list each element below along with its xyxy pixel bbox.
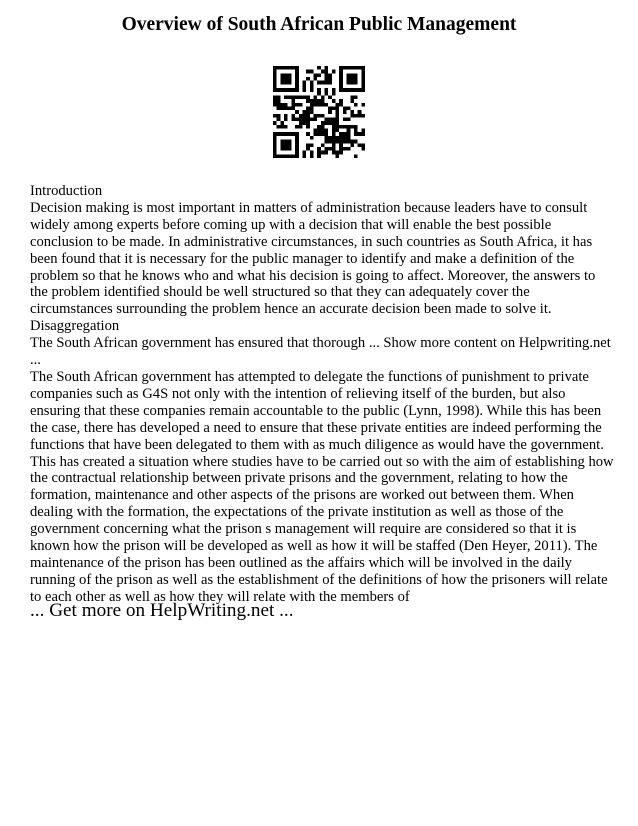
qr-code-icon bbox=[273, 66, 365, 158]
paragraph-introduction: Decision making is most important in matters of administration because leaders have to consult widely among experts before coming up with a decision that will enable the best possible conclusion to be made. In administrative circumstances, in such countries as South Africa, it has been found that it is necessary for the public manager to identify and make a definition of the problem so that he knows who and what his decision is going to affect. Moreover, the answers to the problem identified should be well structured so that they can adequately cover the circumstances surrounding the problem hence an accurate decision been made to solve it. bbox=[30, 199, 596, 318]
paragraph-show-more: The South African government has ensured that thorough ... Show more content on Helpwriting.net ... bbox=[30, 335, 611, 369]
paragraph-delegation: The South African government has attempted to delegate the functions of punishment to private companies such as G4S not only with the intention of relieving itself of the burden, but also ensuring that these companies remain accountable to the public (Lynn, 1998). While this has been the case, there has developed a need to ensure that these private entities are indeed performing the functions that have been delegated to them with as much diligence as would have the government. bbox=[30, 368, 604, 453]
paragraph-contractual: This has created a situation where studies have to be carried out so with the aim of establishing how the contractual relationship between private prisons and the government, relating to how the formation, maintenance and other aspects of the prisons are worked out between them. When dealing with the formation, the expectations of the private institution as well as those of the government concerning what the prison s management will require are considered so that it is known how the prison will be developed as well as how it will be staffed (Den Heyer, 2011). The maintenance of the prison has been outlined as the affairs which will be involved in the daily running of the prison as well as the establishment of the definitions of how the prisoners will relate to each other as well as how they will relate with the members of bbox=[30, 453, 614, 605]
page-title: Overview of South African Public Management bbox=[121, 14, 517, 35]
document-body bbox=[30, 183, 615, 606]
section-heading-disaggregation: Disaggregation bbox=[30, 318, 120, 335]
get-more-link[interactable]: ... Get more on HelpWriting.net ... bbox=[30, 600, 294, 621]
section-heading-introduction: Introduction bbox=[30, 183, 103, 199]
